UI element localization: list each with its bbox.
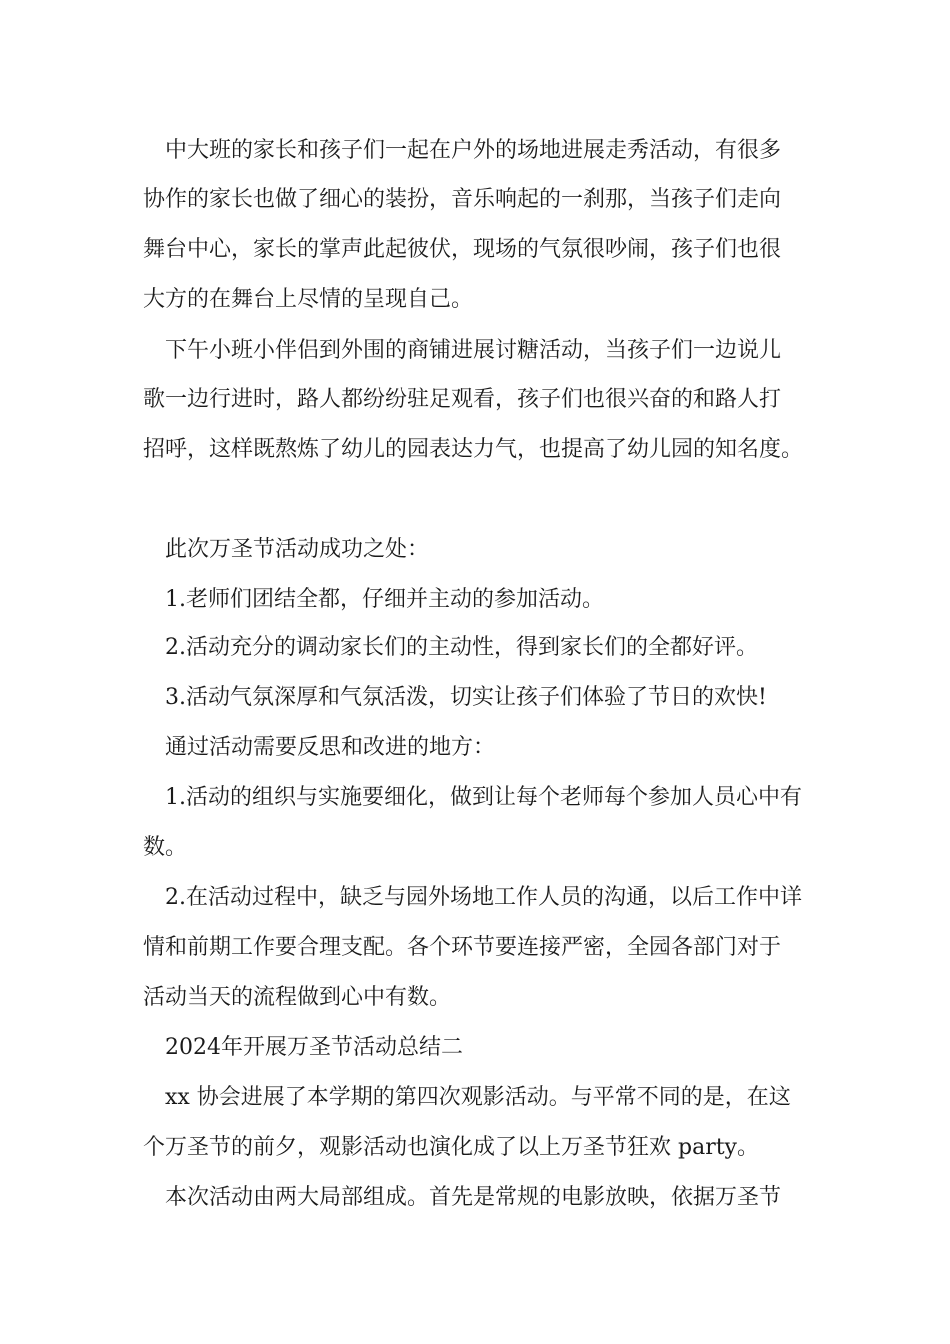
text-line: 个万圣节的前夕，观影活动也演化成了以上万圣节狂欢 party。 — [143, 1135, 759, 1160]
text-line: 活动当天的流程做到心中有数。 — [143, 985, 452, 1010]
text-line: 2.在活动过程中，缺乏与园外场地工作人员的沟通，以后工作中详 — [165, 885, 802, 910]
text-line: 通过活动需要反思和改进的地方： — [165, 735, 496, 760]
text-line: 1.活动的组织与实施要细化，做到让每个老师每个参加人员心中有 — [165, 785, 802, 810]
text-line: 大方的在舞台上尽情的呈现自己。 — [143, 287, 474, 312]
text-line: 2.活动充分的调动家长们的主动性，得到家长们的全都好评。 — [165, 635, 758, 660]
text-line: 3.活动气氛深厚和气氛活泼，切实让孩子们体验了节日的欢快! — [165, 685, 767, 710]
text-line: 协作的家长也做了细心的装扮，音乐响起的一刹那，当孩子们走向 — [143, 187, 782, 212]
text-line: 数。 — [143, 835, 188, 860]
section-heading: 2024年开展万圣节活动总结二 — [165, 1035, 463, 1060]
text-line: 中大班的家长和孩子们一起在户外的场地进展走秀活动，有很多 — [165, 138, 782, 163]
text-line: 此次万圣节活动成功之处： — [165, 537, 430, 562]
text-line: 下午小班小伴侣到外围的商铺进展讨糖活动，当孩子们一边说儿 — [165, 338, 782, 363]
text-line: 本次活动由两大局部组成。首先是常规的电影放映，依据万圣节 — [165, 1185, 782, 1210]
text-line: xx 协会进展了本学期的第四次观影活动。与平常不同的是，在这 — [165, 1085, 791, 1110]
text-line: 情和前期工作要合理支配。各个环节要连接严密，全园各部门对于 — [143, 935, 782, 960]
text-line: 1.老师们团结全都，仔细并主动的参加活动。 — [165, 587, 604, 612]
text-line: 舞台中心，家长的掌声此起彼伏，现场的气氛很吵闹，孩子们也很 — [143, 237, 782, 262]
text-line: 歌一边行进时，路人都纷纷驻足观看，孩子们也很兴奋的和路人打 — [143, 387, 782, 412]
text-line: 招呼，这样既熬炼了幼儿的园表达力气，也提高了幼儿园的知名度。 — [143, 437, 804, 462]
